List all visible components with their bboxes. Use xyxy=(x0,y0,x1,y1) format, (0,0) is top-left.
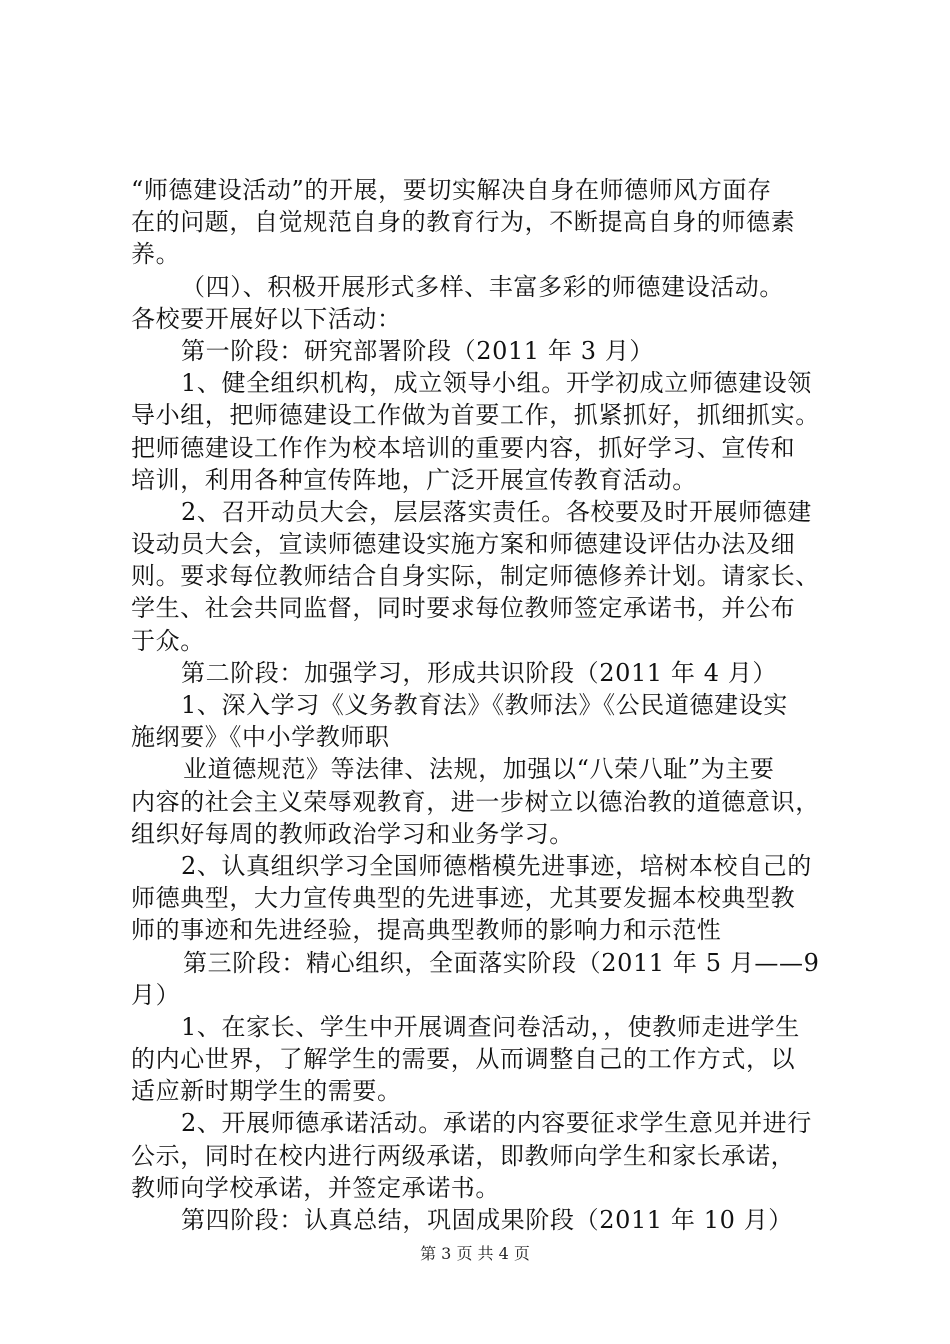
body-line: 导小组，把师德建设工作做为首要工作，抓紧抓好，抓细抓实。 xyxy=(131,401,820,430)
body-line: 适应新时期学生的需要。 xyxy=(131,1077,402,1106)
body-line: 2、召开动员大会，层层落实责任。各校要及时开展师德建 xyxy=(181,497,812,526)
body-line: 内容的社会主义荣辱观教育，进一步树立以德治教的道德意识， xyxy=(131,787,820,816)
phase-heading: 第三阶段：精心组织，全面落实阶段（2011 年 5 月——9 xyxy=(183,948,820,977)
body-line: 养。 xyxy=(131,240,181,269)
body-line: 1、深入学习《义务教育法》《教师法》《公民道德建设实 xyxy=(181,691,788,719)
body-line: 在的问题，自觉规范自身的教育行为，不断提高自身的师德素 xyxy=(131,208,796,237)
page-number: 第 3 页 共 4 页 xyxy=(420,1244,530,1263)
body-line: 学生、社会共同监督，同时要求每位教师签定承诺书，并公布 xyxy=(131,594,796,623)
body-line: 业道德规范》等法律、法规，加强以“八荣八耻”为主要 xyxy=(183,755,775,784)
body-line: 的内心世界，了解学生的需要，从而调整自己的工作方式，以 xyxy=(131,1045,796,1074)
phase-heading: 第一阶段：研究部署阶段（2011 年 3 月） xyxy=(181,336,655,365)
body-line: 1、健全组织机构，成立领导小组。开学初成立师德建设领 xyxy=(181,369,812,398)
body-line: 1、在家长、学生中开展调查问卷活动，，使教师走进学生 xyxy=(181,1012,800,1041)
body-line: 把师德建设工作作为校本培训的重要内容，抓好学习、宣传和 xyxy=(131,433,796,462)
body-line: 培训，利用各种宣传阵地，广泛开展宣传教育活动。 xyxy=(131,465,697,494)
body-line: 月） xyxy=(131,980,181,1009)
body-line: 公示，同时在校内进行两级承诺，即教师向学生和家长承诺， xyxy=(131,1141,796,1170)
phase-heading: 第二阶段：加强学习，形成共识阶段（2011 年 4 月） xyxy=(181,658,778,687)
body-line: 师德典型，大力宣传典型的先进事迹，尤其要发掘本校典型教 xyxy=(131,884,796,913)
body-line: 教师向学校承诺，并签定承诺书。 xyxy=(131,1173,500,1202)
body-line: 2、认真组织学习全国师德楷模先进事迹，培树本校自己的 xyxy=(181,851,812,880)
body-line: 施纲要》《中小学教师职 xyxy=(131,723,390,752)
body-line: 师的事迹和先进经验，提高典型教师的影响力和示范性 xyxy=(131,916,722,945)
body-line: 则。要求每位教师结合自身实际，制定师德修养计划。请家长、 xyxy=(131,562,820,591)
body-line: “师德建设活动”的开展，要切实解决自身在师德师风方面存 xyxy=(131,176,772,204)
body-line: 各校要开展好以下活动： xyxy=(131,304,402,333)
body-line: 组织好每周的教师政治学习和业务学习。 xyxy=(131,819,574,848)
section-heading: （四）、积极开展形式多样、丰富多彩的师德建设活动。 xyxy=(181,272,784,301)
document-body xyxy=(131,174,831,1236)
body-line: 2、开展师德承诺活动。承诺的内容要征求学生意见并进行 xyxy=(181,1109,812,1138)
body-line: 设动员大会，宣读师德建设实施方案和师德建设评估办法及细 xyxy=(131,530,796,559)
body-line: 于众。 xyxy=(131,626,205,655)
phase-heading: 第四阶段：认真总结，巩固成果阶段（2011 年 10 月） xyxy=(181,1206,793,1234)
page-footer xyxy=(0,1244,950,1264)
